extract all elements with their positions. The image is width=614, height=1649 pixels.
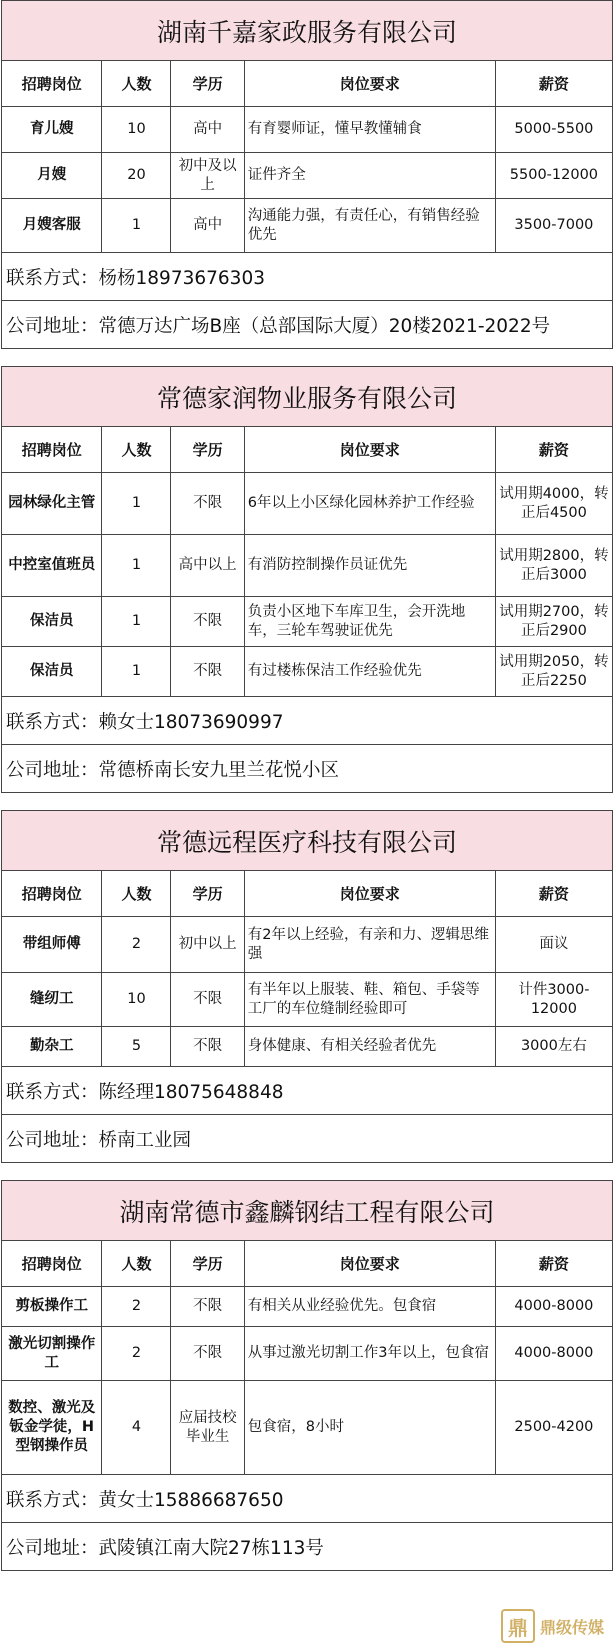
job-education: 不限 bbox=[171, 597, 244, 647]
company-table bbox=[1, 1180, 613, 1571]
job-salary: 试用期4000，转正后4500 bbox=[495, 473, 612, 535]
table-row bbox=[2, 535, 613, 597]
job-position: 中控室值班员 bbox=[2, 535, 102, 597]
company-name: 常德家润物业服务有限公司 bbox=[2, 367, 613, 427]
header-education: 学历 bbox=[171, 1241, 244, 1287]
job-count: 10 bbox=[102, 973, 171, 1027]
job-count: 2 bbox=[102, 1327, 171, 1381]
header-position: 招聘岗位 bbox=[2, 1241, 102, 1287]
job-salary: 5000-5500 bbox=[495, 107, 612, 153]
address-row bbox=[2, 745, 613, 793]
job-requirements: 有2年以上经验，有亲和力、逻辑思维强 bbox=[244, 917, 495, 973]
header-salary: 薪资 bbox=[495, 1241, 612, 1287]
contact-value: 杨杨18973676303 bbox=[98, 267, 265, 289]
header-education: 学历 bbox=[171, 871, 244, 917]
table-header-row bbox=[2, 61, 613, 107]
job-requirements: 包食宿，8小时 bbox=[244, 1381, 495, 1475]
job-requirements: 证件齐全 bbox=[244, 153, 495, 199]
header-education: 学历 bbox=[171, 61, 244, 107]
company-name: 湖南常德市鑫麟钢结工程有限公司 bbox=[2, 1181, 613, 1241]
company-table bbox=[1, 0, 613, 349]
job-salary: 3000左右 bbox=[495, 1027, 612, 1067]
job-education: 高中 bbox=[171, 107, 244, 153]
job-count: 20 bbox=[102, 153, 171, 199]
job-education: 初中及以上 bbox=[171, 153, 244, 199]
address-row bbox=[2, 301, 613, 349]
company-name: 常德远程医疗科技有限公司 bbox=[2, 811, 613, 871]
section-gap bbox=[0, 1163, 614, 1180]
address-cell bbox=[2, 301, 613, 349]
job-requirements: 有育婴师证，懂早教懂辅食 bbox=[244, 107, 495, 153]
section-gap bbox=[0, 349, 614, 366]
job-salary: 试用期2800，转正后3000 bbox=[495, 535, 612, 597]
job-education: 应届技校毕业生 bbox=[171, 1381, 244, 1475]
header-count: 人数 bbox=[102, 871, 171, 917]
header-position: 招聘岗位 bbox=[2, 871, 102, 917]
table-row bbox=[2, 1287, 613, 1327]
job-education: 不限 bbox=[171, 473, 244, 535]
address-label: 公司地址： bbox=[6, 759, 99, 781]
job-requirements: 有消防控制操作员证优先 bbox=[244, 535, 495, 597]
job-salary: 4000-8000 bbox=[495, 1287, 612, 1327]
address-row bbox=[2, 1523, 613, 1571]
job-count: 1 bbox=[102, 647, 171, 697]
job-position: 保洁员 bbox=[2, 597, 102, 647]
job-position: 勤杂工 bbox=[2, 1027, 102, 1067]
job-requirements: 负责小区地下车库卫生，会开洗地车，三轮车驾驶证优先 bbox=[244, 597, 495, 647]
header-count: 人数 bbox=[102, 1241, 171, 1287]
contact-label: 联系方式： bbox=[6, 1489, 99, 1511]
job-position: 保洁员 bbox=[2, 647, 102, 697]
header-salary: 薪资 bbox=[495, 871, 612, 917]
job-education: 不限 bbox=[171, 647, 244, 697]
job-position: 数控、激光及钣金学徒，H型钢操作员 bbox=[2, 1381, 102, 1475]
header-requirements: 岗位要求 bbox=[244, 871, 495, 917]
address-cell bbox=[2, 1115, 613, 1163]
contact-value: 黄女士15886687650 bbox=[98, 1489, 284, 1511]
job-count: 1 bbox=[102, 535, 171, 597]
job-requirements: 有相关从业经验优先。包食宿 bbox=[244, 1287, 495, 1327]
table-row bbox=[2, 973, 613, 1027]
job-position: 带组师傅 bbox=[2, 917, 102, 973]
contact-cell bbox=[2, 253, 613, 301]
job-position: 月嫂客服 bbox=[2, 199, 102, 253]
job-position: 激光切割操作工 bbox=[2, 1327, 102, 1381]
section-gap bbox=[0, 793, 614, 810]
header-requirements: 岗位要求 bbox=[244, 1241, 495, 1287]
job-salary: 4000-8000 bbox=[495, 1327, 612, 1381]
contact-row bbox=[2, 697, 613, 745]
job-position: 园林绿化主管 bbox=[2, 473, 102, 535]
company-table bbox=[1, 366, 613, 793]
contact-cell bbox=[2, 1475, 613, 1523]
job-requirements: 有过楼栋保洁工作经验优先 bbox=[244, 647, 495, 697]
watermark-logo bbox=[501, 1609, 604, 1643]
company-title-row bbox=[2, 367, 613, 427]
job-salary: 5500-12000 bbox=[495, 153, 612, 199]
table-row bbox=[2, 199, 613, 253]
job-position: 月嫂 bbox=[2, 153, 102, 199]
job-requirements: 从事过激光切割工作3年以上，包食宿 bbox=[244, 1327, 495, 1381]
address-value: 武陵镇江南大院27栋113号 bbox=[98, 1537, 324, 1559]
table-row bbox=[2, 647, 613, 697]
table-header-row bbox=[2, 871, 613, 917]
contact-value: 赖女士18073690997 bbox=[98, 711, 284, 733]
job-salary: 2500-4200 bbox=[495, 1381, 612, 1475]
table-row bbox=[2, 1327, 613, 1381]
job-position: 剪板操作工 bbox=[2, 1287, 102, 1327]
job-requirements: 有半年以上服装、鞋、箱包、手袋等工厂的车位缝制经验即可 bbox=[244, 973, 495, 1027]
address-value: 常德万达广场B座（总部国际大厦）20楼2021-2022号 bbox=[98, 315, 551, 337]
address-value: 常德桥南长安九里兰花悦小区 bbox=[98, 759, 340, 781]
job-requirements: 身体健康、有相关经验者优先 bbox=[244, 1027, 495, 1067]
contact-row bbox=[2, 253, 613, 301]
job-count: 4 bbox=[102, 1381, 171, 1475]
address-cell bbox=[2, 745, 613, 793]
company-title-row bbox=[2, 1181, 613, 1241]
header-requirements: 岗位要求 bbox=[244, 61, 495, 107]
job-position: 缝纫工 bbox=[2, 973, 102, 1027]
job-education: 高中以上 bbox=[171, 535, 244, 597]
contact-label: 联系方式： bbox=[6, 711, 99, 733]
table-header-row bbox=[2, 427, 613, 473]
job-salary: 面议 bbox=[495, 917, 612, 973]
job-count: 5 bbox=[102, 1027, 171, 1067]
table-row bbox=[2, 473, 613, 535]
job-salary: 3500-7000 bbox=[495, 199, 612, 253]
header-count: 人数 bbox=[102, 61, 171, 107]
contact-label: 联系方式： bbox=[6, 267, 99, 289]
header-salary: 薪资 bbox=[495, 61, 612, 107]
job-position: 育儿嫂 bbox=[2, 107, 102, 153]
job-education: 初中以上 bbox=[171, 917, 244, 973]
contact-value: 陈经理18075648848 bbox=[98, 1081, 284, 1103]
job-count: 1 bbox=[102, 597, 171, 647]
job-count: 1 bbox=[102, 473, 171, 535]
job-education: 不限 bbox=[171, 1287, 244, 1327]
job-salary: 试用期2700，转正后2900 bbox=[495, 597, 612, 647]
address-label: 公司地址： bbox=[6, 1129, 99, 1151]
job-education: 不限 bbox=[171, 1027, 244, 1067]
table-row bbox=[2, 1381, 613, 1475]
job-salary: 试用期2050，转正后2250 bbox=[495, 647, 612, 697]
job-count: 10 bbox=[102, 107, 171, 153]
company-title-row bbox=[2, 811, 613, 871]
header-salary: 薪资 bbox=[495, 427, 612, 473]
job-education: 不限 bbox=[171, 1327, 244, 1381]
job-requirements: 6年以上小区绿化园林养护工作经验 bbox=[244, 473, 495, 535]
logo-icon: 鼎 bbox=[501, 1609, 535, 1643]
table-row bbox=[2, 153, 613, 199]
contact-row bbox=[2, 1475, 613, 1523]
job-count: 2 bbox=[102, 917, 171, 973]
header-requirements: 岗位要求 bbox=[244, 427, 495, 473]
address-cell bbox=[2, 1523, 613, 1571]
header-count: 人数 bbox=[102, 427, 171, 473]
contact-cell bbox=[2, 697, 613, 745]
table-row bbox=[2, 597, 613, 647]
address-value: 桥南工业园 bbox=[98, 1129, 192, 1151]
job-count: 2 bbox=[102, 1287, 171, 1327]
table-row bbox=[2, 1027, 613, 1067]
contact-cell bbox=[2, 1067, 613, 1115]
address-label: 公司地址： bbox=[6, 1537, 99, 1559]
company-name: 湖南千嘉家政服务有限公司 bbox=[2, 1, 613, 61]
job-education: 高中 bbox=[171, 199, 244, 253]
contact-label: 联系方式： bbox=[6, 1081, 99, 1103]
logo-text: 鼎级传媒 bbox=[539, 1617, 604, 1637]
address-label: 公司地址： bbox=[6, 315, 99, 337]
header-position: 招聘岗位 bbox=[2, 427, 102, 473]
job-count: 1 bbox=[102, 199, 171, 253]
company-table bbox=[1, 810, 613, 1163]
table-header-row bbox=[2, 1241, 613, 1287]
address-row bbox=[2, 1115, 613, 1163]
header-position: 招聘岗位 bbox=[2, 61, 102, 107]
table-row bbox=[2, 107, 613, 153]
contact-row bbox=[2, 1067, 613, 1115]
job-education: 不限 bbox=[171, 973, 244, 1027]
job-salary: 计件3000-12000 bbox=[495, 973, 612, 1027]
company-title-row bbox=[2, 1, 613, 61]
header-education: 学历 bbox=[171, 427, 244, 473]
job-requirements: 沟通能力强，有责任心，有销售经验优先 bbox=[244, 199, 495, 253]
table-row bbox=[2, 917, 613, 973]
